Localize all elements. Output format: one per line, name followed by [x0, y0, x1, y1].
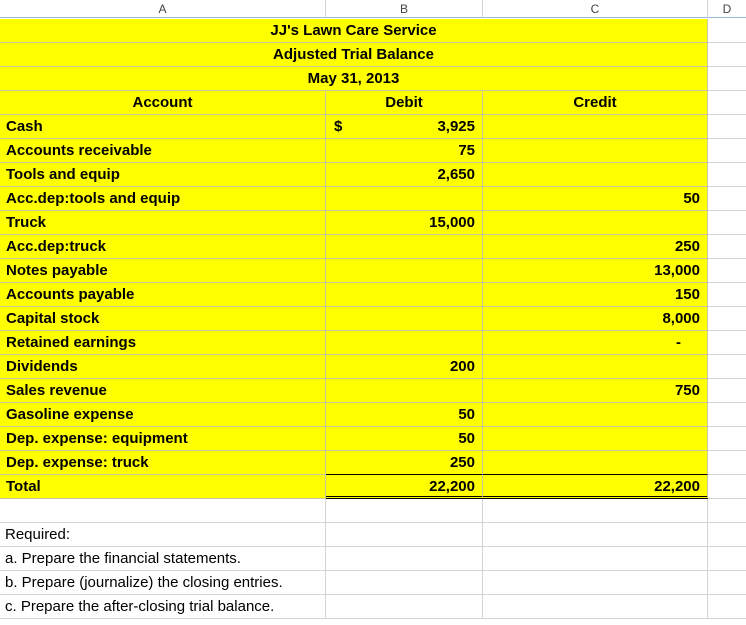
column-header-d[interactable]: D — [708, 0, 746, 18]
note-c-cell[interactable]: c. Prepare the after-closing trial balance. — [0, 595, 326, 619]
cell-d[interactable] — [708, 331, 746, 355]
column-header-c[interactable]: C — [483, 0, 708, 18]
debit-cell[interactable] — [326, 235, 483, 259]
account-name-cell[interactable]: Accounts receivable — [0, 139, 326, 163]
cell-d[interactable] — [708, 163, 746, 187]
debit-cell[interactable] — [326, 355, 483, 379]
account-row — [0, 259, 746, 283]
account-row — [0, 283, 746, 307]
account-row — [0, 451, 746, 475]
account-name-cell[interactable]: Acc.dep:tools and equip — [0, 187, 326, 211]
cell-d[interactable] — [708, 259, 746, 283]
debit-cell[interactable] — [326, 307, 483, 331]
account-name-cell[interactable]: Acc.dep:truck — [0, 235, 326, 259]
debit-cell[interactable] — [326, 211, 483, 235]
total-row — [0, 475, 746, 499]
credit-cell[interactable] — [483, 163, 708, 187]
credit-cell[interactable]: 50 — [483, 187, 708, 211]
credit-cell[interactable]: 150 — [483, 283, 708, 307]
account-row — [0, 331, 746, 355]
debit-value: 200 — [449, 358, 475, 375]
account-header-cell[interactable]: Account — [0, 91, 326, 115]
currency-symbol: $ — [334, 118, 343, 135]
note-row — [0, 571, 746, 595]
debit-cell[interactable] — [326, 283, 483, 307]
credit-cell[interactable]: - — [483, 331, 708, 355]
credit-cell[interactable] — [483, 427, 708, 451]
cell-d[interactable] — [708, 571, 746, 595]
cell-a[interactable] — [0, 499, 326, 523]
title-row-report — [0, 43, 746, 67]
note-b-cell[interactable]: b. Prepare (journalize) the closing entries. — [0, 571, 326, 595]
cell-d[interactable] — [708, 19, 746, 43]
cell-d[interactable] — [708, 595, 746, 619]
credit-cell[interactable] — [483, 451, 708, 475]
debit-value: 15,000 — [429, 214, 475, 231]
account-name-cell[interactable]: Accounts payable — [0, 283, 326, 307]
account-row — [0, 163, 746, 187]
total-debit-cell[interactable]: 22,200 — [326, 475, 483, 499]
credit-cell[interactable] — [483, 355, 708, 379]
cell-d[interactable] — [708, 235, 746, 259]
cell-d[interactable] — [708, 403, 746, 427]
note-required-cell[interactable]: Required: — [0, 523, 326, 547]
cell-b[interactable] — [326, 595, 483, 619]
note-row — [0, 547, 746, 571]
column-header-a[interactable]: A — [0, 0, 326, 18]
report-title-cell[interactable]: Adjusted Trial Balance — [0, 43, 708, 67]
account-name-cell[interactable]: Notes payable — [0, 259, 326, 283]
account-name-cell[interactable]: Dep. expense: truck — [0, 451, 326, 475]
cell-b[interactable] — [326, 547, 483, 571]
cell-c[interactable] — [483, 523, 708, 547]
blank-row — [0, 499, 746, 523]
total-label-cell[interactable]: Total — [0, 475, 326, 499]
credit-cell[interactable]: 13,000 — [483, 259, 708, 283]
cell-d[interactable] — [708, 283, 746, 307]
debit-cell[interactable] — [326, 379, 483, 403]
total-credit-cell[interactable]: 22,200 — [483, 475, 708, 499]
spreadsheet-grid — [0, 19, 746, 619]
note-row — [0, 595, 746, 619]
account-name-cell[interactable]: Dep. expense: equipment — [0, 427, 326, 451]
debit-cell[interactable] — [326, 427, 483, 451]
cell-c[interactable] — [483, 571, 708, 595]
debit-value: 2,650 — [437, 166, 475, 183]
debit-cell[interactable] — [326, 331, 483, 355]
cell-d[interactable] — [708, 379, 746, 403]
cell-d[interactable] — [708, 355, 746, 379]
company-name-cell[interactable]: JJ's Lawn Care Service — [0, 19, 708, 43]
debit-header-cell[interactable]: Debit — [326, 91, 483, 115]
account-name-cell[interactable]: Dividends — [0, 355, 326, 379]
note-row — [0, 523, 746, 547]
cell-b[interactable] — [326, 499, 483, 523]
credit-cell[interactable] — [483, 115, 708, 139]
cell-d[interactable] — [708, 91, 746, 115]
account-row — [0, 307, 746, 331]
cell-d[interactable] — [708, 451, 746, 475]
title-row-company — [0, 19, 746, 43]
account-name-cell[interactable]: Sales revenue — [0, 379, 326, 403]
cell-d[interactable] — [708, 523, 746, 547]
debit-cell[interactable] — [326, 115, 483, 139]
cell-b[interactable] — [326, 523, 483, 547]
cell-d[interactable] — [708, 499, 746, 523]
account-name-cell[interactable]: Gasoline expense — [0, 403, 326, 427]
account-row — [0, 427, 746, 451]
account-name-cell[interactable]: Retained earnings — [0, 331, 326, 355]
cell-c[interactable] — [483, 547, 708, 571]
account-row — [0, 115, 746, 139]
cell-c[interactable] — [483, 499, 708, 523]
debit-cell[interactable] — [326, 403, 483, 427]
credit-cell[interactable] — [483, 403, 708, 427]
debit-cell[interactable] — [326, 259, 483, 283]
account-name-cell[interactable]: Capital stock — [0, 307, 326, 331]
account-row — [0, 355, 746, 379]
cell-d[interactable] — [708, 427, 746, 451]
debit-cell[interactable] — [326, 187, 483, 211]
title-row-date — [0, 67, 746, 91]
cell-c[interactable] — [483, 595, 708, 619]
cell-d[interactable] — [708, 43, 746, 67]
debit-value: 250 — [449, 454, 475, 471]
debit-value: 50 — [458, 406, 475, 423]
cell-d[interactable] — [708, 67, 746, 91]
column-header-b[interactable]: B — [326, 0, 483, 18]
debit-value: 50 — [458, 430, 475, 447]
credit-cell[interactable]: 8,000 — [483, 307, 708, 331]
debit-value: 3,925 — [437, 118, 475, 135]
account-row — [0, 379, 746, 403]
cell-b[interactable] — [326, 571, 483, 595]
account-row — [0, 187, 746, 211]
cell-d[interactable] — [708, 475, 746, 499]
cell-d[interactable] — [708, 187, 746, 211]
credit-cell[interactable]: 250 — [483, 235, 708, 259]
credit-cell[interactable]: 750 — [483, 379, 708, 403]
credit-header-cell[interactable]: Credit — [483, 91, 708, 115]
account-row — [0, 235, 746, 259]
cell-d[interactable] — [708, 547, 746, 571]
cell-d[interactable] — [708, 139, 746, 163]
credit-cell[interactable] — [483, 211, 708, 235]
account-row — [0, 211, 746, 235]
debit-value: 75 — [458, 142, 475, 159]
header-row — [0, 91, 746, 115]
cell-d[interactable] — [708, 307, 746, 331]
cell-d[interactable] — [708, 115, 746, 139]
debit-cell[interactable] — [326, 163, 483, 187]
account-row — [0, 139, 746, 163]
cell-d[interactable] — [708, 211, 746, 235]
debit-cell[interactable] — [326, 451, 483, 475]
debit-cell[interactable] — [326, 139, 483, 163]
account-row — [0, 403, 746, 427]
note-a-cell[interactable]: a. Prepare the financial statements. — [0, 547, 326, 571]
account-name-cell[interactable]: Cash — [0, 115, 326, 139]
credit-cell[interactable] — [483, 139, 708, 163]
report-date-cell[interactable]: May 31, 2013 — [0, 67, 708, 91]
account-name-cell[interactable]: Truck — [0, 211, 326, 235]
account-name-cell[interactable]: Tools and equip — [0, 163, 326, 187]
